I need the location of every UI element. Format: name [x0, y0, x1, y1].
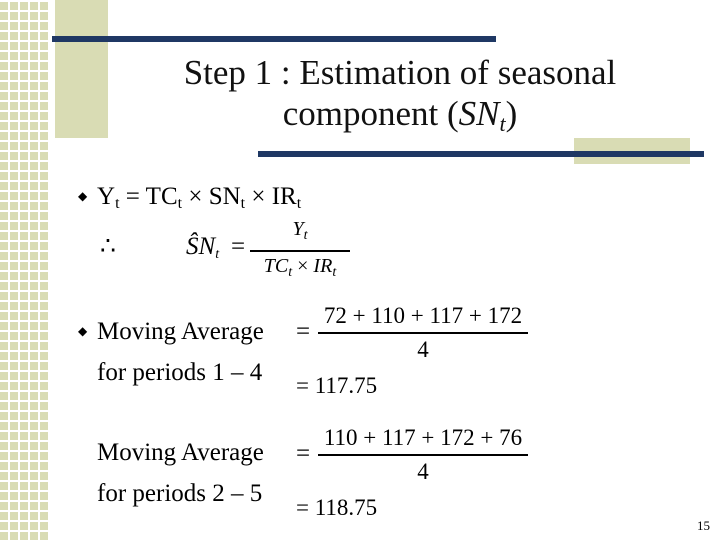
decomposition-formula [97, 182, 301, 219]
num-subscript: t [303, 228, 308, 243]
moving-average-label: Moving Average [97, 318, 264, 345]
moving-average-fraction [318, 425, 528, 485]
therefore-symbol: ∴ [100, 233, 116, 260]
title-bar-top [52, 36, 496, 42]
title-line-1: Step 1 : Estimation of seasonal [183, 53, 617, 92]
therefore-equals: = [231, 233, 246, 260]
title-text-close: ) [505, 94, 518, 133]
periods-label: for periods 2 – 5 [97, 480, 263, 507]
den-tc-sub: t [288, 264, 293, 280]
fraction-rule [250, 250, 350, 252]
formula-tc: TC [145, 183, 178, 210]
equals-sign: = [296, 318, 311, 345]
formula-times: × [245, 183, 272, 210]
title-bar-bottom [258, 151, 704, 157]
fraction-denominator [250, 255, 350, 284]
formula-times: × [182, 183, 209, 210]
title-text: component ( [282, 94, 459, 133]
moving-average-fraction [318, 303, 528, 363]
den-ir: IR [313, 254, 333, 277]
num-symbol: Y [292, 218, 304, 240]
fraction-numerator: 110 + 117 + 172 + 76 [323, 425, 523, 450]
title-symbol: SN [458, 94, 500, 133]
formula-sub: t [177, 195, 183, 212]
sn-hat-lhs [186, 232, 219, 270]
moving-average-label: Moving Average [97, 439, 264, 466]
fraction-denominator: 4 [417, 336, 429, 362]
formula-sub: t [240, 195, 246, 212]
formula-sub: t [115, 195, 120, 212]
formula-eq: = [119, 183, 146, 210]
decorative-strip [0, 0, 50, 540]
formula-sn: SN [208, 183, 241, 210]
page-number: 15 [697, 518, 710, 533]
sn-fraction [250, 218, 350, 284]
periods-label: for periods 1 – 4 [97, 359, 263, 386]
fraction-numerator: 72 + 110 + 117 + 172 [323, 303, 523, 328]
den-times: × [292, 254, 314, 277]
slide-title [100, 52, 700, 144]
formula-y: Y [97, 183, 116, 210]
equals-sign: = [296, 440, 311, 467]
fraction-numerator [250, 218, 350, 247]
den-tc: TC [263, 254, 289, 277]
title-subscript: t [499, 111, 506, 136]
formula-sub: t [296, 195, 302, 212]
lhs-subscript: t [215, 247, 220, 262]
title-line-2 [100, 93, 700, 144]
den-ir-sub: t [332, 264, 337, 280]
moving-average-result: = 118.75 [296, 495, 378, 520]
bullet-icon: ◆ [78, 189, 88, 203]
formula-ir: IR [271, 183, 297, 210]
fraction-rule [318, 332, 528, 334]
bullet-icon: ◆ [78, 324, 88, 338]
fraction-rule [318, 454, 528, 456]
moving-average-result: = 117.75 [296, 373, 378, 398]
fraction-denominator: 4 [417, 458, 429, 484]
lhs-symbol: ŜN [186, 233, 216, 260]
